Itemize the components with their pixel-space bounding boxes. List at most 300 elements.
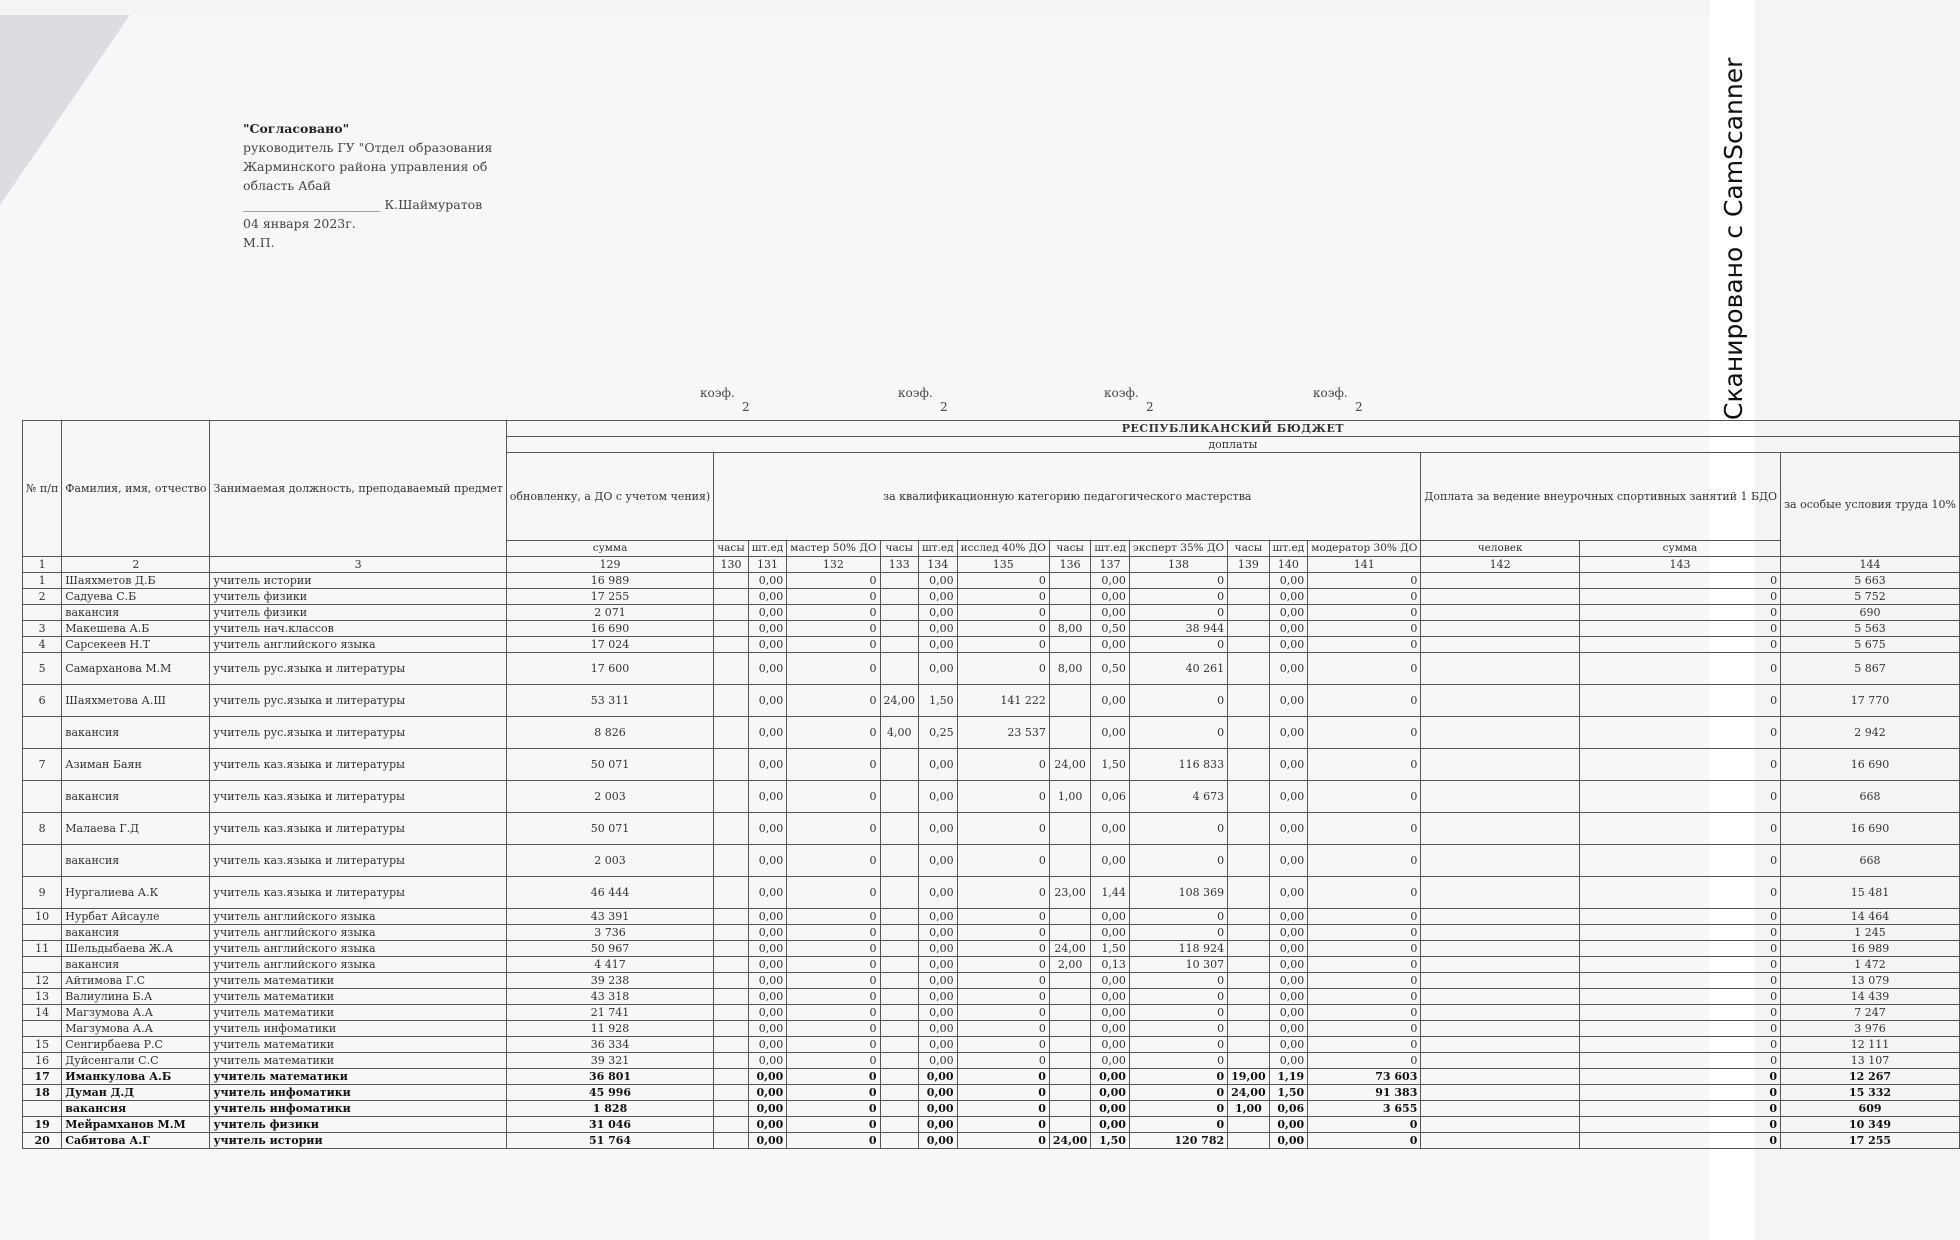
staff-unit-cell: 0,50 xyxy=(1091,653,1130,685)
subheader-cell: шт.ед xyxy=(1091,541,1130,557)
approval-line: область Абай xyxy=(243,178,331,193)
researcher-cell: 0 xyxy=(957,877,1049,909)
researcher-cell: 0 xyxy=(957,781,1049,813)
hours-cell xyxy=(714,653,748,685)
staff-unit-cell: 0,00 xyxy=(748,813,787,845)
hours-cell xyxy=(1228,973,1269,989)
expert-cell: 0 xyxy=(1129,605,1227,621)
hours-cell xyxy=(1049,1037,1090,1053)
koef-text: коэф. xyxy=(1313,386,1348,400)
hours-cell xyxy=(880,1069,919,1085)
koef-value: 2 xyxy=(1146,400,1154,414)
sport-sum-cell: 0 xyxy=(1579,845,1780,877)
subheader-cell: шт.ед xyxy=(748,541,787,557)
staff-unit-cell: 0,00 xyxy=(1091,813,1130,845)
hours-cell xyxy=(1228,957,1269,973)
hours-cell xyxy=(1228,685,1269,717)
staff-unit-cell: 0,00 xyxy=(1269,1021,1308,1037)
hours-cell xyxy=(714,845,748,877)
staff-unit-cell: 0,00 xyxy=(919,1069,958,1085)
sport-sum-cell: 0 xyxy=(1579,1021,1780,1037)
hours-cell xyxy=(1049,1101,1090,1117)
header-position: Занимаемая должность, преподаваемый предмет xyxy=(210,421,506,557)
staff-unit-cell: 0,06 xyxy=(1091,781,1130,813)
staff-unit-cell: 0,00 xyxy=(1269,685,1308,717)
sport-sum-cell: 0 xyxy=(1579,925,1780,941)
expert-cell: 0 xyxy=(1129,925,1227,941)
special-conditions-cell: 13 079 xyxy=(1781,973,1960,989)
expert-cell: 0 xyxy=(1129,1005,1227,1021)
koef-label xyxy=(1104,386,1154,414)
sum-cell: 43 391 xyxy=(506,909,713,925)
header-budget: РЕСПУБЛИКАНСКИЙ БЮДЖЕТ xyxy=(506,421,1959,437)
employee-name: вакансия xyxy=(62,781,210,813)
subheader-cell: исслед 40% ДО xyxy=(957,541,1049,557)
staff-unit-cell: 0,00 xyxy=(1269,605,1308,621)
koef-text: коэф. xyxy=(1104,386,1139,400)
staff-unit-cell: 1,19 xyxy=(1269,1069,1308,1085)
researcher-cell: 0 xyxy=(957,1085,1049,1101)
master-cell: 0 xyxy=(787,1021,880,1037)
moderator-cell: 0 xyxy=(1308,1117,1421,1133)
expert-cell: 0 xyxy=(1129,973,1227,989)
hours-cell xyxy=(1228,621,1269,637)
hours-cell xyxy=(1228,1021,1269,1037)
staff-unit-cell: 0,00 xyxy=(1091,685,1130,717)
sport-sum-cell: 0 xyxy=(1579,589,1780,605)
people-cell xyxy=(1421,813,1580,845)
row-number: 18 xyxy=(23,1085,62,1101)
special-conditions-cell: 14 464 xyxy=(1781,909,1960,925)
staff-unit-cell: 0,00 xyxy=(1269,653,1308,685)
moderator-cell: 91 383 xyxy=(1308,1085,1421,1101)
employee-name: вакансия xyxy=(62,845,210,877)
hours-cell: 8,00 xyxy=(1049,653,1090,685)
subheader-cell: часы xyxy=(1228,541,1269,557)
table-row xyxy=(23,637,1960,653)
staff-unit-cell: 0,00 xyxy=(1269,989,1308,1005)
expert-cell: 0 xyxy=(1129,1069,1227,1085)
staff-unit-cell: 0,00 xyxy=(748,1085,787,1101)
employee-position: учитель английского языка xyxy=(210,925,506,941)
sum-cell: 36 334 xyxy=(506,1037,713,1053)
staff-unit-cell: 0,00 xyxy=(1091,717,1130,749)
hours-cell xyxy=(1228,925,1269,941)
employee-name: Валиулина Б.А xyxy=(62,989,210,1005)
staff-unit-cell: 0,00 xyxy=(919,637,958,653)
column-number: 138 xyxy=(1129,557,1227,573)
column-number: 133 xyxy=(880,557,919,573)
hours-cell xyxy=(1049,1053,1090,1069)
employee-position: учитель инфоматики xyxy=(210,1085,506,1101)
row-number: 1 xyxy=(23,573,62,589)
researcher-cell: 0 xyxy=(957,573,1049,589)
staff-unit-cell: 0,00 xyxy=(919,1053,958,1069)
special-conditions-cell: 5 663 xyxy=(1781,573,1960,589)
moderator-cell: 0 xyxy=(1308,781,1421,813)
employee-name: вакансия xyxy=(62,605,210,621)
moderator-cell: 0 xyxy=(1308,877,1421,909)
people-cell xyxy=(1421,573,1580,589)
column-number: 141 xyxy=(1308,557,1421,573)
staff-unit-cell: 0,00 xyxy=(919,1005,958,1021)
column-number: 136 xyxy=(1049,557,1090,573)
table-row xyxy=(23,1117,1960,1133)
hours-cell xyxy=(1228,717,1269,749)
researcher-cell: 141 222 xyxy=(957,685,1049,717)
row-number: 17 xyxy=(23,1069,62,1085)
expert-cell: 0 xyxy=(1129,1037,1227,1053)
row-number xyxy=(23,605,62,621)
moderator-cell: 0 xyxy=(1308,1037,1421,1053)
sum-cell: 17 024 xyxy=(506,637,713,653)
hours-cell xyxy=(714,941,748,957)
row-number xyxy=(23,781,62,813)
sum-cell: 46 444 xyxy=(506,877,713,909)
subheader-cell: сумма xyxy=(1579,541,1780,557)
column-number: 1 xyxy=(23,557,62,573)
column-number: 135 xyxy=(957,557,1049,573)
hours-cell xyxy=(714,957,748,973)
special-conditions-cell: 15 481 xyxy=(1781,877,1960,909)
sport-sum-cell: 0 xyxy=(1579,813,1780,845)
table-row xyxy=(23,925,1960,941)
hours-cell xyxy=(714,589,748,605)
staff-unit-cell: 0,00 xyxy=(1091,973,1130,989)
researcher-cell: 0 xyxy=(957,621,1049,637)
employee-position: учитель физики xyxy=(210,589,506,605)
staff-unit-cell: 0,00 xyxy=(1091,989,1130,1005)
hours-cell xyxy=(880,813,919,845)
expert-cell: 116 833 xyxy=(1129,749,1227,781)
hours-cell xyxy=(714,1117,748,1133)
hours-cell xyxy=(1228,1117,1269,1133)
staff-unit-cell: 0,00 xyxy=(919,1117,958,1133)
people-cell xyxy=(1421,685,1580,717)
staff-unit-cell: 0,00 xyxy=(919,877,958,909)
sport-sum-cell: 0 xyxy=(1579,941,1780,957)
hours-cell xyxy=(880,877,919,909)
table-row xyxy=(23,1101,1960,1117)
employee-name: Дуйсенгали С.С xyxy=(62,1053,210,1069)
hours-cell xyxy=(1049,589,1090,605)
table-row xyxy=(23,605,1960,621)
hours-cell xyxy=(880,1117,919,1133)
staff-unit-cell: 0,00 xyxy=(919,1021,958,1037)
sum-cell: 16 690 xyxy=(506,621,713,637)
expert-cell: 4 673 xyxy=(1129,781,1227,813)
moderator-cell: 0 xyxy=(1308,925,1421,941)
hours-cell xyxy=(880,653,919,685)
row-number: 9 xyxy=(23,877,62,909)
employee-position: учитель каз.языка и литературы xyxy=(210,845,506,877)
column-number: 3 xyxy=(210,557,506,573)
people-cell xyxy=(1421,845,1580,877)
researcher-cell: 0 xyxy=(957,1021,1049,1037)
table-row xyxy=(23,957,1960,973)
employee-position: учитель математики xyxy=(210,1005,506,1021)
hours-cell xyxy=(1049,1005,1090,1021)
researcher-cell: 0 xyxy=(957,637,1049,653)
master-cell: 0 xyxy=(787,781,880,813)
table-row xyxy=(23,1005,1960,1021)
hours-cell xyxy=(714,1085,748,1101)
hours-cell xyxy=(1228,1133,1269,1149)
column-number: 131 xyxy=(748,557,787,573)
staff-unit-cell: 1,50 xyxy=(1091,941,1130,957)
employee-position: учитель рус.языка и литературы xyxy=(210,653,506,685)
special-conditions-cell: 668 xyxy=(1781,781,1960,813)
hours-cell xyxy=(714,1021,748,1037)
staff-unit-cell: 0,00 xyxy=(748,653,787,685)
table-row xyxy=(23,749,1960,781)
staff-unit-cell: 0,00 xyxy=(1269,1037,1308,1053)
staff-unit-cell: 0,00 xyxy=(1091,1085,1130,1101)
employee-position: учитель математики xyxy=(210,989,506,1005)
employee-position: учитель математики xyxy=(210,973,506,989)
hours-cell xyxy=(880,749,919,781)
staff-unit-cell: 0,00 xyxy=(1091,925,1130,941)
special-conditions-cell: 17 770 xyxy=(1781,685,1960,717)
hours-cell xyxy=(714,1005,748,1021)
hours-cell xyxy=(880,637,919,653)
staff-unit-cell: 0,00 xyxy=(919,909,958,925)
hours-cell xyxy=(1228,989,1269,1005)
employee-name: Макешева А.Б xyxy=(62,621,210,637)
sum-cell: 2 003 xyxy=(506,845,713,877)
table-row xyxy=(23,781,1960,813)
column-number: 140 xyxy=(1269,557,1308,573)
subheader-cell: часы xyxy=(880,541,919,557)
moderator-cell: 0 xyxy=(1308,749,1421,781)
sport-sum-cell: 0 xyxy=(1579,781,1780,813)
hours-cell: 8,00 xyxy=(1049,621,1090,637)
employee-name: вакансия xyxy=(62,925,210,941)
moderator-cell: 0 xyxy=(1308,653,1421,685)
table-row xyxy=(23,813,1960,845)
header-no: № п/п xyxy=(23,421,62,557)
people-cell xyxy=(1421,653,1580,685)
hours-cell: 24,00 xyxy=(1049,941,1090,957)
sum-cell: 1 828 xyxy=(506,1101,713,1117)
special-conditions-cell: 5 563 xyxy=(1781,621,1960,637)
master-cell: 0 xyxy=(787,877,880,909)
salary-table xyxy=(22,420,1960,1149)
hours-cell xyxy=(880,1037,919,1053)
master-cell: 0 xyxy=(787,717,880,749)
employee-position: учитель каз.языка и литературы xyxy=(210,781,506,813)
staff-unit-cell: 0,00 xyxy=(919,957,958,973)
staff-unit-cell: 1,44 xyxy=(1091,877,1130,909)
master-cell: 0 xyxy=(787,909,880,925)
expert-cell: 108 369 xyxy=(1129,877,1227,909)
sport-sum-cell: 0 xyxy=(1579,1037,1780,1053)
table-row xyxy=(23,1037,1960,1053)
hours-cell xyxy=(1228,877,1269,909)
staff-unit-cell: 0,00 xyxy=(748,973,787,989)
staff-unit-cell: 0,00 xyxy=(1269,621,1308,637)
sport-sum-cell: 0 xyxy=(1579,637,1780,653)
moderator-cell: 0 xyxy=(1308,973,1421,989)
master-cell: 0 xyxy=(787,813,880,845)
column-number: 129 xyxy=(506,557,713,573)
approval-date: 04 января 2023г. xyxy=(243,216,356,231)
staff-unit-cell: 0,00 xyxy=(748,909,787,925)
hours-cell xyxy=(880,973,919,989)
approval-signature: ______________________ К.Шаймуратов xyxy=(243,197,483,212)
koef-value: 2 xyxy=(742,400,750,414)
hours-cell xyxy=(1228,1005,1269,1021)
column-number: 143 xyxy=(1579,557,1780,573)
special-conditions-cell: 5 752 xyxy=(1781,589,1960,605)
master-cell: 0 xyxy=(787,989,880,1005)
hours-cell: 24,00 xyxy=(1049,749,1090,781)
staff-unit-cell: 0,00 xyxy=(1269,781,1308,813)
employee-position: учитель математики xyxy=(210,1069,506,1085)
sum-cell: 50 071 xyxy=(506,749,713,781)
staff-unit-cell: 1,50 xyxy=(1091,749,1130,781)
hours-cell xyxy=(880,989,919,1005)
table-row xyxy=(23,1069,1960,1085)
moderator-cell: 0 xyxy=(1308,1005,1421,1021)
hours-cell xyxy=(714,685,748,717)
staff-unit-cell: 0,00 xyxy=(919,589,958,605)
sum-cell: 53 311 xyxy=(506,685,713,717)
special-conditions-cell: 14 439 xyxy=(1781,989,1960,1005)
employee-name: Самарханова М.М xyxy=(62,653,210,685)
staff-unit-cell: 0,00 xyxy=(1269,1053,1308,1069)
staff-unit-cell: 0,00 xyxy=(1091,605,1130,621)
row-number: 2 xyxy=(23,589,62,605)
row-number xyxy=(23,845,62,877)
row-number: 12 xyxy=(23,973,62,989)
researcher-cell: 0 xyxy=(957,1037,1049,1053)
table-row xyxy=(23,1053,1960,1069)
page-fold-corner xyxy=(0,15,130,205)
hours-cell xyxy=(1228,813,1269,845)
table-row xyxy=(23,621,1960,637)
people-cell xyxy=(1421,973,1580,989)
row-number: 10 xyxy=(23,909,62,925)
table-row xyxy=(23,877,1960,909)
staff-unit-cell: 0,00 xyxy=(1269,717,1308,749)
hours-cell xyxy=(714,605,748,621)
people-cell xyxy=(1421,909,1580,925)
header-name: Фамилия, имя, отчество xyxy=(62,421,210,557)
staff-unit-cell: 0,00 xyxy=(748,1117,787,1133)
sum-cell: 45 996 xyxy=(506,1085,713,1101)
hours-cell xyxy=(880,605,919,621)
moderator-cell: 0 xyxy=(1308,989,1421,1005)
row-number xyxy=(23,925,62,941)
people-cell xyxy=(1421,925,1580,941)
researcher-cell: 0 xyxy=(957,989,1049,1005)
staff-unit-cell: 0,00 xyxy=(1091,589,1130,605)
moderator-cell: 0 xyxy=(1308,941,1421,957)
people-cell xyxy=(1421,781,1580,813)
employee-position: учитель английского языка xyxy=(210,957,506,973)
employee-position: учитель истории xyxy=(210,573,506,589)
table-row xyxy=(23,845,1960,877)
sum-cell: 2 071 xyxy=(506,605,713,621)
researcher-cell: 0 xyxy=(957,925,1049,941)
header-obnov: обновленку, а ДО с учетом чения) xyxy=(506,453,713,541)
staff-unit-cell: 0,00 xyxy=(1091,845,1130,877)
sum-cell: 39 238 xyxy=(506,973,713,989)
table-row xyxy=(23,1021,1960,1037)
table-row xyxy=(23,909,1960,925)
staff-unit-cell: 0,00 xyxy=(919,1133,958,1149)
staff-unit-cell: 0,00 xyxy=(919,925,958,941)
researcher-cell: 0 xyxy=(957,909,1049,925)
hours-cell xyxy=(880,589,919,605)
employee-name: Шаяхметова А.Ш xyxy=(62,685,210,717)
expert-cell: 0 xyxy=(1129,1101,1227,1117)
hours-cell xyxy=(1049,1085,1090,1101)
employee-position: учитель физики xyxy=(210,605,506,621)
hours-cell xyxy=(1049,573,1090,589)
hours-cell: 1,00 xyxy=(1049,781,1090,813)
researcher-cell: 0 xyxy=(957,941,1049,957)
moderator-cell: 0 xyxy=(1308,957,1421,973)
expert-cell: 10 307 xyxy=(1129,957,1227,973)
row-number: 5 xyxy=(23,653,62,685)
sport-sum-cell: 0 xyxy=(1579,749,1780,781)
moderator-cell: 73 603 xyxy=(1308,1069,1421,1085)
employee-name: Малаева Г.Д xyxy=(62,813,210,845)
hours-cell xyxy=(1049,1117,1090,1133)
hours-cell xyxy=(1049,989,1090,1005)
master-cell: 0 xyxy=(787,621,880,637)
approval-title: "Согласовано" xyxy=(243,121,350,136)
staff-unit-cell: 0,00 xyxy=(1091,1005,1130,1021)
special-conditions-cell: 5 867 xyxy=(1781,653,1960,685)
row-number: 15 xyxy=(23,1037,62,1053)
special-conditions-cell: 1 472 xyxy=(1781,957,1960,973)
hours-cell xyxy=(1049,973,1090,989)
people-cell xyxy=(1421,957,1580,973)
hours-cell xyxy=(880,925,919,941)
hours-cell xyxy=(1228,589,1269,605)
employee-position: учитель каз.языка и литературы xyxy=(210,749,506,781)
hours-cell: 2,00 xyxy=(1049,957,1090,973)
hours-cell xyxy=(1228,749,1269,781)
master-cell: 0 xyxy=(787,845,880,877)
employee-name: Мейрамханов М.М xyxy=(62,1117,210,1133)
row-number: 6 xyxy=(23,685,62,717)
staff-unit-cell: 0,00 xyxy=(748,1101,787,1117)
people-cell xyxy=(1421,749,1580,781)
row-number: 20 xyxy=(23,1133,62,1149)
row-number: 4 xyxy=(23,637,62,653)
sport-sum-cell: 0 xyxy=(1579,685,1780,717)
expert-cell: 0 xyxy=(1129,589,1227,605)
staff-unit-cell: 0,00 xyxy=(1091,1021,1130,1037)
row-number: 19 xyxy=(23,1117,62,1133)
researcher-cell: 0 xyxy=(957,589,1049,605)
staff-unit-cell: 0,00 xyxy=(748,749,787,781)
sum-cell: 16 989 xyxy=(506,573,713,589)
staff-unit-cell: 0,00 xyxy=(1269,813,1308,845)
staff-unit-cell: 0,00 xyxy=(919,781,958,813)
people-cell xyxy=(1421,1021,1580,1037)
employee-position: учитель каз.языка и литературы xyxy=(210,877,506,909)
sum-cell: 43 318 xyxy=(506,989,713,1005)
column-number: 2 xyxy=(62,557,210,573)
staff-unit-cell: 0,00 xyxy=(748,685,787,717)
hours-cell xyxy=(1228,1053,1269,1069)
special-conditions-cell: 5 675 xyxy=(1781,637,1960,653)
